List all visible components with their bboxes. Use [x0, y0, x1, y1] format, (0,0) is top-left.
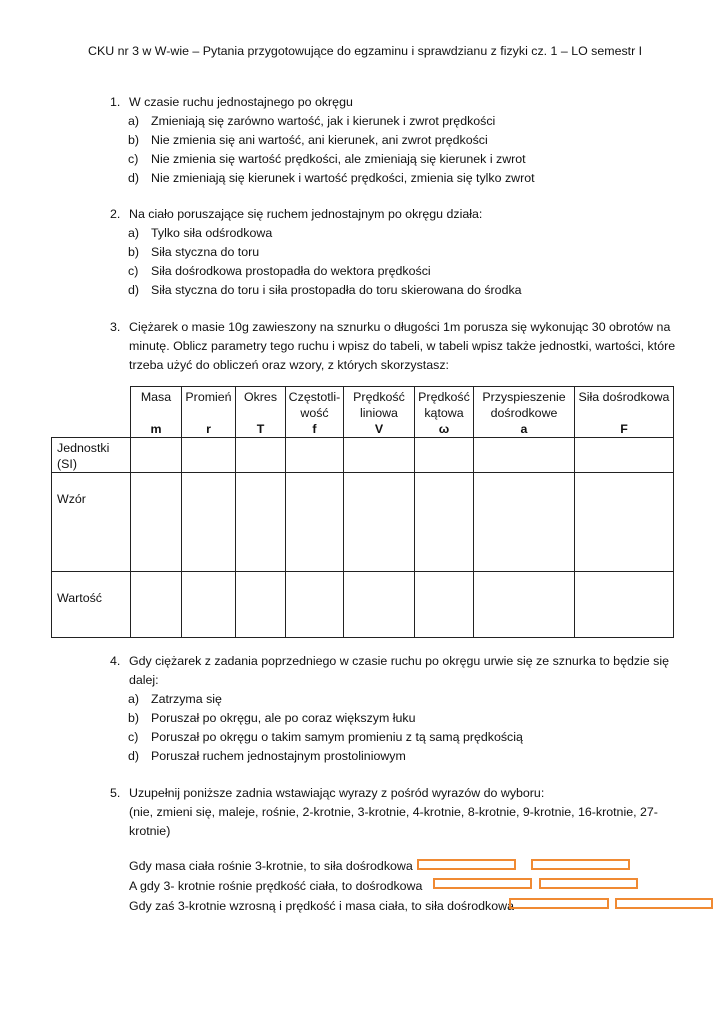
- answer-cell[interactable]: [131, 438, 182, 473]
- fill-sentence-1: Gdy masa ciała rośnie 3-krotnie, to siła dośrodkowa: [129, 859, 413, 873]
- column-name: Masa: [140, 390, 172, 404]
- q1-option-a: [128, 112, 495, 131]
- answer-cell[interactable]: [344, 572, 415, 638]
- q4-option-d: [128, 747, 406, 766]
- option-text: Nie zmienia się ani wartość, ani kierunek, ani zwrot prędkości: [151, 133, 488, 147]
- option-text: Nie zmieniają się kierunek i wartość prędkości, zmienia się tylko zwrot: [151, 171, 535, 185]
- table-row: [52, 438, 674, 473]
- column-header: [131, 387, 182, 438]
- option-letter: c): [128, 152, 139, 166]
- column-symbol: V: [374, 422, 384, 436]
- column-symbol: F: [620, 422, 628, 436]
- column-symbol: f: [312, 422, 317, 436]
- answer-cell[interactable]: [236, 473, 286, 572]
- table-row: [52, 473, 674, 572]
- question-text: Ciężarek o masie 10g zawieszony na sznurku o długości 1m porusza się wykonując 30 obrotów na minutę. Oblicz parametry tego ruchu i wpisz do tabeli, w tabeli wpisz także jednostki, wartości, które trzeba użyć do obliczeń oraz wzory, z których skorzystasz:: [129, 320, 676, 372]
- fill-sentence-2: A gdy 3- krotnie rośnie prędkość ciała, to dośrodkowa: [129, 879, 423, 893]
- q2-option-a: [128, 224, 272, 243]
- option-letter: a): [128, 692, 140, 706]
- q4-option-a: [128, 690, 222, 709]
- column-header: [344, 387, 415, 438]
- question-text: Gdy ciężarek z zadania poprzedniego w czasie ruchu po okręgu urwie się ze sznurka to będzie się dalej:: [129, 654, 669, 687]
- question-number: 1.: [110, 95, 121, 109]
- option-text: Siła styczna do toru i siła prostopadła do toru skierowana do środka: [151, 283, 522, 297]
- q4-option-c: [128, 728, 523, 747]
- parameters-table: [51, 386, 674, 638]
- option-letter: b): [128, 245, 140, 259]
- question-text: W czasie ruchu jednostajnego po okręgu: [129, 95, 353, 109]
- option-text: Tylko siła odśrodkowa: [151, 226, 273, 240]
- answer-cell[interactable]: [474, 438, 575, 473]
- q2-option-d: [128, 281, 522, 300]
- answer-box[interactable]: [433, 878, 532, 889]
- answer-cell[interactable]: [286, 438, 344, 473]
- column-header: [415, 387, 474, 438]
- answer-box[interactable]: [509, 898, 609, 909]
- question-number: 3.: [110, 320, 121, 334]
- answer-cell[interactable]: [575, 473, 674, 572]
- column-header: [182, 387, 236, 438]
- q2-option-c: [128, 262, 431, 281]
- answer-cell[interactable]: [131, 572, 182, 638]
- option-text: Zatrzyma się: [151, 692, 222, 706]
- row-label: Wzór: [52, 473, 131, 572]
- word-choices-text: (nie, zmieni się, maleje, rośnie, 2-krotnie, 3-krotnie, 4-krotnie, 8-krotnie, 9-krotnie, 16-krotnie, 27-krotnie): [129, 805, 658, 838]
- answer-box[interactable]: [539, 878, 638, 889]
- answer-cell[interactable]: [286, 572, 344, 638]
- answer-cell[interactable]: [415, 572, 474, 638]
- answer-cell[interactable]: [286, 473, 344, 572]
- column-name: Przyspieszenie dośrodkowe: [482, 390, 566, 420]
- column-symbol: a: [520, 422, 528, 436]
- question-text: Uzupełnij poniższe zadnia wstawiając wyrazy z pośród wyrazów do wyboru:: [129, 786, 545, 800]
- option-letter: a): [128, 114, 140, 128]
- column-symbol: m: [150, 422, 162, 436]
- column-header: [236, 387, 286, 438]
- column-header: [286, 387, 344, 438]
- option-letter: c): [128, 730, 139, 744]
- answer-cell[interactable]: [474, 473, 575, 572]
- option-text: Siła dośrodkowa prostopadła do wektora prędkości: [151, 264, 431, 278]
- answer-box[interactable]: [531, 859, 630, 870]
- answer-cell[interactable]: [575, 572, 674, 638]
- answer-box[interactable]: [417, 859, 516, 870]
- question-number: 5.: [110, 786, 121, 800]
- option-text: Zmieniają się zarówno wartość, jak i kierunek i zwrot prędkości: [151, 114, 496, 128]
- column-name: Prędkość kątowa: [418, 390, 470, 420]
- column-symbol: ω: [438, 422, 450, 436]
- column-symbol: T: [256, 422, 265, 436]
- option-letter: d): [128, 171, 140, 185]
- option-letter: b): [128, 133, 140, 147]
- answer-cell[interactable]: [182, 438, 236, 473]
- answer-cell[interactable]: [415, 473, 474, 572]
- answer-cell[interactable]: [344, 438, 415, 473]
- option-letter: d): [128, 749, 140, 763]
- q4-option-b: [128, 709, 415, 728]
- option-text: Poruszał po okręgu o takim samym promieniu z tą samą prędkością: [151, 730, 523, 744]
- q2-option-b: [128, 243, 259, 262]
- answer-box[interactable]: [615, 898, 713, 909]
- column-name: Promień: [185, 390, 232, 404]
- option-text: Nie zmienia się wartość prędkości, ale zmieniają się kierunek i zwrot: [151, 152, 526, 166]
- answer-cell[interactable]: [182, 572, 236, 638]
- option-letter: c): [128, 264, 139, 278]
- question-number: 2.: [110, 207, 121, 221]
- answer-cell[interactable]: [344, 473, 415, 572]
- answer-cell[interactable]: [236, 572, 286, 638]
- row-label: Jednostki (SI): [52, 438, 131, 473]
- table-row: [52, 572, 674, 638]
- option-text: Poruszał ruchem jednostajnym prostoliniowym: [151, 749, 406, 763]
- question-number: 4.: [110, 654, 121, 668]
- option-letter: b): [128, 711, 140, 725]
- column-name: Siła dośrodkowa: [578, 390, 670, 404]
- column-name: Prędkość liniowa: [353, 390, 405, 420]
- column-name: Okres: [243, 390, 278, 404]
- question-text: Na ciało poruszające się ruchem jednostajnym po okręgu działa:: [129, 207, 483, 221]
- answer-cell[interactable]: [415, 438, 474, 473]
- q1-option-c: [128, 150, 526, 169]
- q1-option-b: [128, 131, 488, 150]
- q1-option-d: [128, 169, 535, 188]
- option-text: Siła styczna do toru: [151, 245, 260, 259]
- answer-cell[interactable]: [474, 572, 575, 638]
- column-header: [575, 387, 674, 438]
- table-header-row: [52, 387, 674, 438]
- option-text: Poruszał po okręgu, ale po coraz większym łuku: [151, 711, 416, 725]
- answer-cell[interactable]: [182, 473, 236, 572]
- column-name: Częstotli-wość: [288, 390, 341, 420]
- row-label: Wartość: [52, 572, 131, 638]
- answer-cell[interactable]: [236, 438, 286, 473]
- option-letter: d): [128, 283, 140, 297]
- column-symbol: r: [206, 422, 211, 436]
- fill-sentence-3: Gdy zaś 3-krotnie wzrosną i prędkość i masa ciała, to siła dośrodkowa: [129, 899, 514, 913]
- page-header: CKU nr 3 w W-wie – Pytania przygotowujące do egzaminu i sprawdzianu z fizyki cz. 1 – LO semestr I: [88, 44, 643, 58]
- answer-cell[interactable]: [575, 438, 674, 473]
- column-header: [474, 387, 575, 438]
- answer-cell[interactable]: [131, 473, 182, 572]
- option-letter: a): [128, 226, 140, 240]
- empty-corner-cell: [52, 387, 131, 438]
